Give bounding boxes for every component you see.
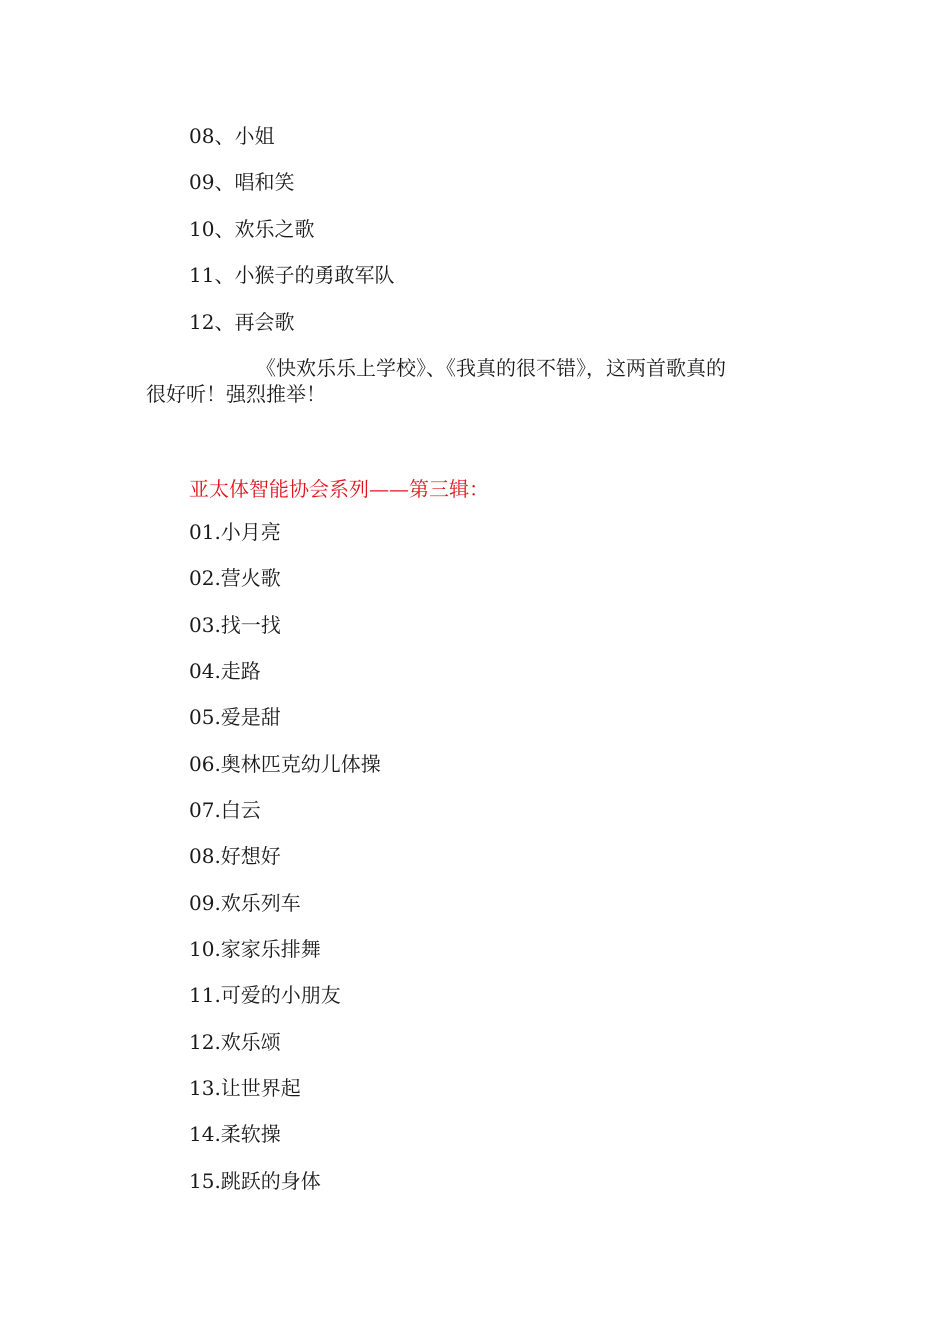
list-item: 06.奥林匹克幼儿体操 — [189, 752, 381, 776]
recommendation-line-1: 《快欢乐乐上学校》、《我真的很不错》，这两首歌真的 — [256, 356, 726, 380]
recommendation-paragraph — [146, 355, 806, 407]
list-item: 08、小姐 — [189, 124, 275, 148]
list-item: 08.好想好 — [189, 844, 281, 868]
list-item: 11、小猴子的勇敢军队 — [189, 263, 395, 287]
list-item: 10.家家乐排舞 — [189, 937, 321, 961]
list-item: 14.柔软操 — [189, 1122, 281, 1146]
list-item: 09、唱和笑 — [189, 170, 295, 194]
list-item: 12.欢乐颂 — [189, 1030, 281, 1054]
list-item: 15.跳跃的身体 — [189, 1169, 321, 1193]
list-item: 10、欢乐之歌 — [189, 217, 315, 241]
list-item: 11.可爱的小朋友 — [189, 983, 341, 1007]
list-item: 01.小月亮 — [189, 520, 281, 544]
series-heading: 亚太体智能协会系列——第三辑： — [189, 477, 489, 501]
list-item: 09.欢乐列车 — [189, 891, 301, 915]
list-item: 02.营火歌 — [189, 566, 281, 590]
list-item: 13.让世界起 — [189, 1076, 301, 1100]
list-item: 03.找一找 — [189, 613, 281, 637]
list-item: 12、再会歌 — [189, 310, 295, 334]
list-item: 07.白云 — [189, 798, 261, 822]
list-item: 05.爱是甜 — [189, 705, 281, 729]
recommendation-line-2: 很好听！强烈推举！ — [146, 382, 326, 406]
list-item: 04.走路 — [189, 659, 261, 683]
